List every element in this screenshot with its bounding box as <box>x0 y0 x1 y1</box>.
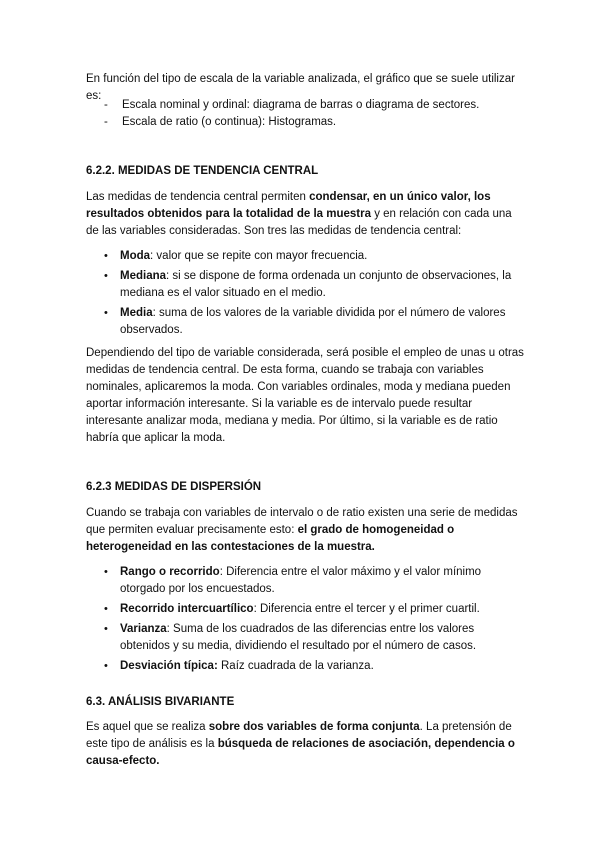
list-item: • Mediana: si se dispone de forma ordenada un conjunto de observaciones, la mediana es el valor situado en el medio. <box>104 270 512 299</box>
bivariante-paragraph: Es aquel que se realiza sobre dos variables de forma conjunta. La pretensión de este tipo de análisis es la búsqueda de relaciones de asociación, dependencia o causa-efecto. <box>86 721 515 767</box>
dash-marker: - <box>104 99 108 111</box>
intro-paragraph: En función del tipo de escala de la variable analizada, el gráfico que se suele utilizar es: <box>86 73 515 102</box>
dispersion-intro-paragraph: Cuando se trabaja con variables de intervalo o de ratio existen una serie de medidas que permiten evaluar precisamente esto: el grado de homogeneidad o heterogeneidad en las contestaciones de la muestra. <box>86 507 518 553</box>
section-heading-bivariante: 6.3. ANÁLISIS BIVARIANTE <box>86 696 235 708</box>
section-heading-dispersion: 6.2.3 MEDIDAS DE DISPERSIÓN <box>86 481 262 493</box>
list-item: • Recorrido intercuartílico: Diferencia entre el tercer y el primer cuartil. <box>86 601 526 618</box>
section-heading-tendencia: 6.2.2. MEDIDAS DE TENDENCIA CENTRAL <box>86 165 319 177</box>
bullet-marker: • <box>104 660 108 672</box>
bullet-marker: • <box>104 623 108 635</box>
list-item: - Escala de ratio (o continua): Histogramas. <box>86 114 526 131</box>
dispersion-measures-list <box>86 564 526 678</box>
tendencia-measures-list <box>86 248 526 342</box>
chart-type-list <box>86 97 526 131</box>
tendencia-detail-paragraph: Dependiendo del tipo de variable considerada, será posible el empleo de unas u otras medidas de tendencia central. De esta forma, cuando se trabaja con variables nominales, aplicaremos la moda. Con variables ordinales, moda y mediana pueden aportar información interesante. Si la variable es de intervalo puede resultar interesante analizar moda, mediana y media. Por último, si la variable es de ratio habría que aplicar la moda. <box>86 347 524 444</box>
bullet-marker: • <box>104 270 108 282</box>
list-item: • Varianza: Suma de los cuadrados de las diferencias entre los valores obtenidos y su media, dividiendo el resultado por el número de casos. <box>104 623 477 652</box>
list-item: - Escala nominal y ordinal: diagrama de barras o diagrama de sectores. <box>86 97 526 114</box>
list-item: • Rango o recorrido: Diferencia entre el valor máximo y el valor mínimo otorgado por los encuestados. <box>104 566 482 595</box>
dash-marker: - <box>104 116 108 128</box>
list-item: • Desviación típica: Raíz cuadrada de la varianza. <box>86 658 526 675</box>
list-item: • Moda: valor que se repite con mayor frecuencia. <box>86 248 526 265</box>
tendencia-intro-paragraph: Las medidas de tendencia central permiten condensar, en un único valor, los resultados obtenidos para la totalidad de la muestra y en relación con cada una de las variables consideradas. Son tres las medidas de tendencia central: <box>86 191 512 237</box>
bullet-marker: • <box>104 250 108 262</box>
bullet-marker: • <box>104 307 108 319</box>
list-item: • Media: suma de los valores de la variable dividida por el número de valores observados. <box>104 307 506 336</box>
bullet-marker: • <box>104 603 108 615</box>
bullet-marker: • <box>104 566 108 578</box>
